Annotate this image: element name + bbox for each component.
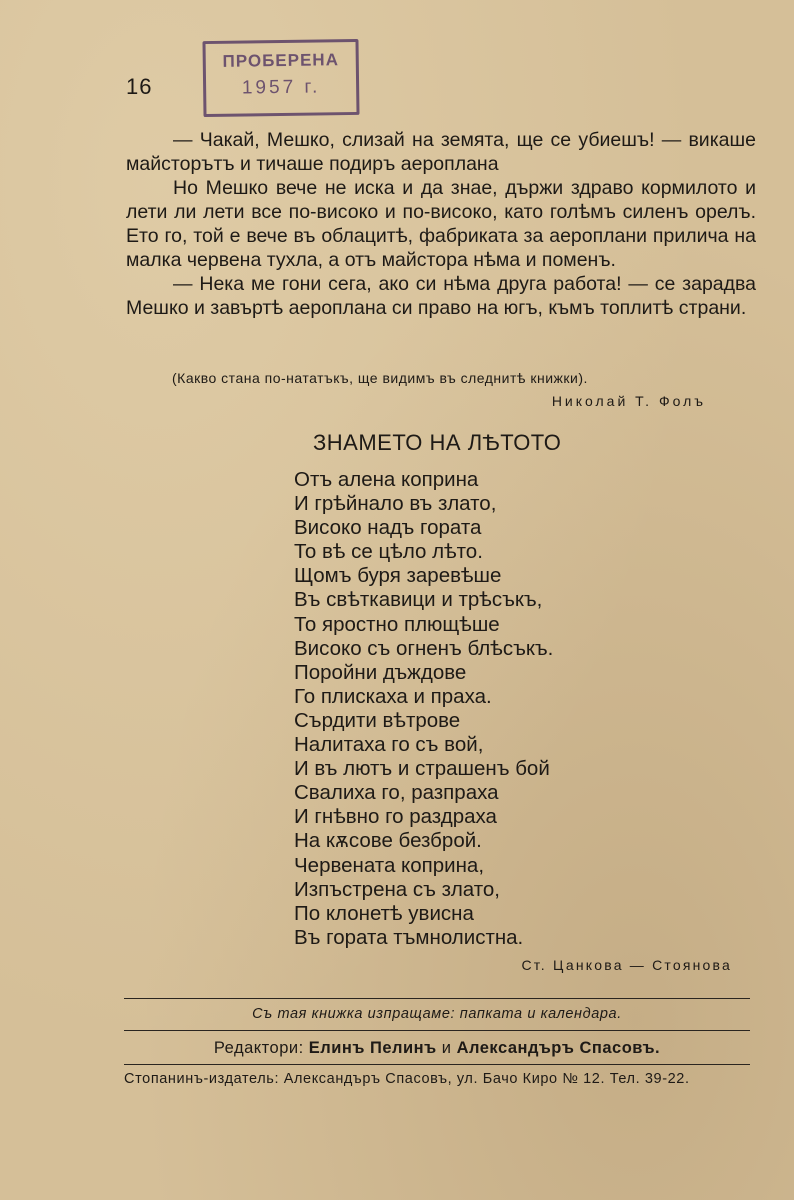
continuation-note: (Какво стана по-нататъкъ, ще видимъ въ следнитѣ книжки). bbox=[172, 370, 588, 386]
poem-line: И гнѣвно го раздраха bbox=[294, 805, 497, 829]
poem-line: И грѣйнало въ злато, bbox=[294, 492, 497, 516]
editor-name: Елинъ Пелинъ bbox=[308, 1039, 437, 1057]
poem-line: Изпъстрена съ злато, bbox=[294, 877, 501, 901]
poem-line: Щомъ буря заревѣше bbox=[294, 564, 502, 588]
divider bbox=[124, 1030, 750, 1031]
paragraph: — Нека ме гони сега, ако си нѣма друга работа! — се зарадва Мешко и завъртѣ аероплана си право на югъ, къмъ топлитѣ страни. bbox=[126, 273, 756, 319]
stamp-text: ПРОБЕРЕНА bbox=[222, 50, 340, 71]
publisher-line: Стопанинъ-издатель: Александъръ Спасовъ, ул. Бачо Киро № 12. Тел. 39-22. bbox=[124, 1071, 690, 1087]
checked-stamp bbox=[202, 39, 359, 117]
poem-line: По клонетѣ увисна bbox=[294, 901, 474, 925]
poem-line: На кѫсове безброй. bbox=[294, 829, 482, 853]
poem-line: Свалиха го, разпраха bbox=[294, 781, 499, 805]
divider bbox=[124, 1064, 750, 1065]
paragraph: Но Мешко вече не иска и да знае, държи здраво кормилото и лети ли лети все по-високо и по-високо, като голѣмъ силенъ орелъ. Ето го, той е вече въ облацитѣ, фабриката за аероплани прилича на малка червена тухла, а отъ майстора нѣма и поменъ. bbox=[126, 177, 756, 271]
stamp-year: 1957 г. bbox=[241, 76, 321, 99]
poem-body bbox=[294, 468, 553, 950]
poem-line: Червената коприна, bbox=[294, 853, 485, 877]
poem-line: Го плискаха и праха. bbox=[294, 684, 492, 708]
poem-line: Въ гората тъмнолистна. bbox=[294, 925, 524, 949]
page-number: 16 bbox=[126, 74, 153, 99]
story-author: Николай Т. Фолъ bbox=[551, 393, 706, 409]
poem-line: То вѣ се цѣло лѣто. bbox=[294, 540, 483, 564]
poem-line: Високо надъ гората bbox=[294, 516, 482, 540]
poem-line: Поройни дъждове bbox=[294, 660, 467, 684]
paragraph: — Чакай, Мешко, слизай на земята, ще се убиешъ! — викаше майсторътъ и тичаше подиръ аероплана bbox=[126, 129, 756, 175]
editors-line bbox=[124, 1039, 750, 1058]
editor-name: Александъръ Спасовъ. bbox=[456, 1039, 661, 1057]
poem-author: Ст. Цанкова — Стоянова bbox=[521, 957, 732, 973]
poem-line: Високо съ огненъ блѣсъкъ. bbox=[294, 636, 554, 660]
poem-line: И въ лютъ и страшенъ бой bbox=[294, 757, 550, 781]
editors-conjunction: и bbox=[441, 1039, 452, 1057]
poem-line: Сърдити вѣтрове bbox=[294, 708, 461, 732]
editors-label: Редактори: bbox=[213, 1039, 304, 1057]
poem-title: ЗНАМЕТО НА ЛѢТОТО bbox=[313, 430, 562, 455]
poem-line: Отъ алена коприна bbox=[294, 468, 479, 491]
divider bbox=[124, 998, 750, 999]
poem-line: То яростно плющѣше bbox=[294, 612, 500, 636]
poem-line: Налитаха го съ вой, bbox=[294, 733, 484, 757]
enclosure-note: Съ тая книжка изпращаме: папката и календара. bbox=[252, 1006, 622, 1022]
poem-line: Въ свѣткавици и трѣсъкъ, bbox=[294, 588, 543, 612]
story-ending bbox=[126, 128, 756, 320]
